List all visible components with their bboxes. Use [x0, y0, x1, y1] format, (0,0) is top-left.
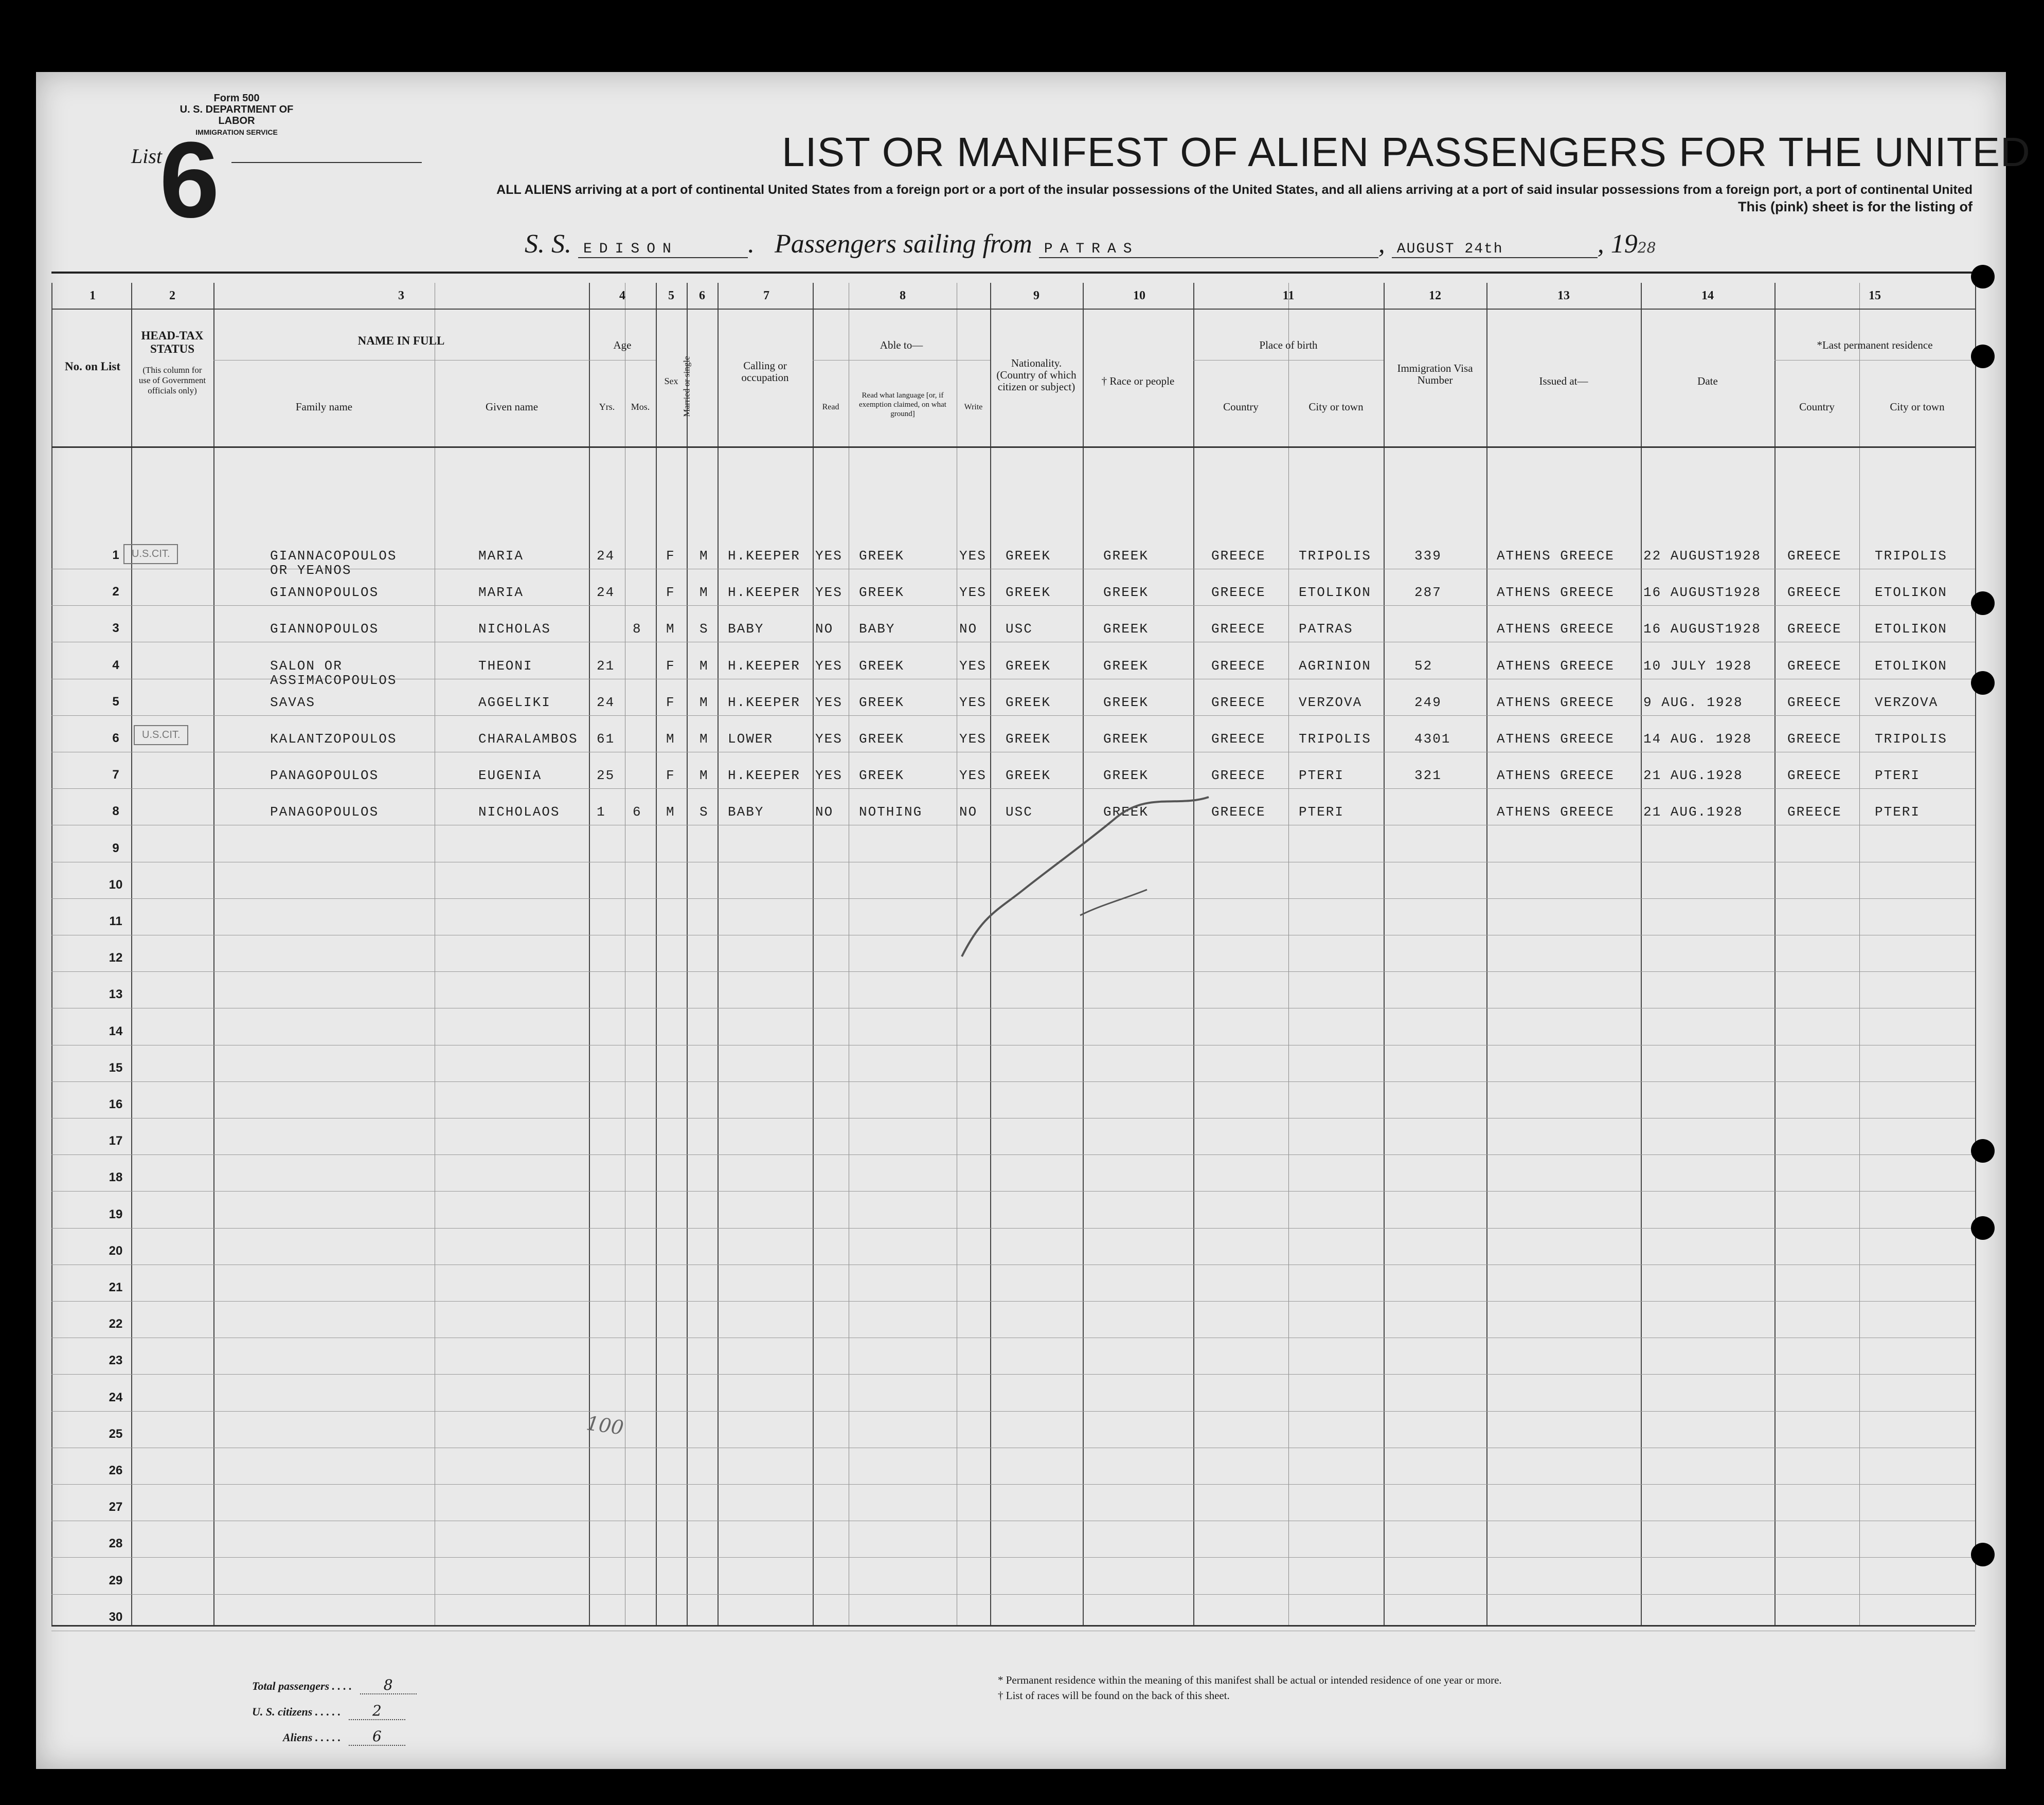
cell-res-city: ETOLIKON [1875, 658, 1947, 674]
header-name-in-full: NAME IN FULL [357, 334, 445, 347]
cell-write: YES [959, 658, 987, 674]
col-number: 11 [1282, 289, 1295, 302]
cell-issued-at: ATHENS GREECE [1497, 731, 1615, 747]
cell-date: 14 AUG. 1928 [1643, 731, 1752, 747]
row-number: 3 [112, 621, 119, 636]
cell-issued-at: ATHENS GREECE [1497, 768, 1615, 784]
cell-read: YES [815, 768, 842, 784]
cell-res-city: TRIPOLIS [1875, 731, 1947, 747]
cell-visa: 339 [1414, 548, 1442, 564]
footnote-residence: * Permanent residence within the meaning of this manifest shall be actual or intended residence of one year or more. [998, 1674, 1502, 1686]
cell-yrs: 24 [597, 694, 615, 710]
form-number: Form 500 [213, 93, 260, 104]
row-rule [51, 1154, 1975, 1155]
row-number: 22 [109, 1317, 123, 1331]
cell-family: GIANNOPOULOS [270, 621, 379, 637]
cell-res-country: GREECE [1787, 621, 1842, 637]
col-number: 15 [1869, 289, 1881, 302]
cell-family: SAVAS [270, 694, 316, 710]
cell-read: YES [815, 694, 842, 710]
cell-nationality: GREEK [1006, 548, 1051, 564]
cell-res-country: GREECE [1787, 694, 1842, 710]
cell-given: EUGENIA [478, 768, 542, 784]
col-line [51, 283, 52, 1625]
row-number: 23 [109, 1353, 123, 1368]
cell-married: M [700, 548, 709, 564]
cell-birth-country: GREECE [1211, 548, 1266, 564]
col-line [1288, 283, 1289, 1625]
cell-res-country: GREECE [1787, 768, 1842, 784]
cell-sex: F [666, 658, 675, 674]
col-number: 2 [169, 289, 175, 302]
cell-write: NO [959, 804, 978, 820]
cell-family: KALANTZOPOULOS [270, 731, 397, 747]
page-title: LIST OR MANIFEST OF ALIEN PASSENGERS FOR THE UNITED [782, 129, 2031, 175]
cell-married: M [700, 731, 709, 747]
header-calling: Calling or occupation [741, 359, 789, 384]
total-passengers: Total passengers . . . . 8 [252, 1676, 417, 1694]
header-birth-country: Country [1223, 401, 1259, 413]
cell-calling: H.KEEPER [728, 658, 800, 674]
cell-married: M [700, 658, 709, 674]
header-read: Read [822, 403, 839, 411]
col-line [1384, 283, 1385, 1625]
header-place-of-birth: Place of birth [1259, 339, 1318, 351]
cell-race: GREEK [1103, 694, 1149, 710]
cell-read: NO [815, 621, 834, 637]
cell-mos: 6 [633, 804, 642, 820]
row-rule [51, 1301, 1975, 1302]
binder-hole [1971, 1543, 1995, 1566]
row-number: 7 [112, 768, 119, 782]
cell-res-country: GREECE [1787, 585, 1842, 601]
cell-given: MARIA [478, 548, 524, 564]
header-no-on-list: No. on List [65, 360, 120, 373]
cell-family: SALON OR [270, 658, 343, 674]
row-rule [51, 1557, 1975, 1558]
cell-date: 21 AUG.1928 [1643, 804, 1743, 820]
service-name: IMMIGRATION SERVICE [195, 128, 278, 136]
col-number: 4 [619, 289, 625, 302]
cell-birth-city: AGRINION [1299, 658, 1371, 674]
sailing-label: Passengers sailing from [775, 229, 1032, 259]
cell-birth-city: PATRAS [1299, 621, 1353, 637]
col-number: 13 [1557, 289, 1570, 302]
cell-visa: 52 [1414, 658, 1433, 674]
binder-hole [1971, 591, 1995, 615]
row-number: 15 [109, 1060, 123, 1075]
cell-race: GREEK [1103, 658, 1149, 674]
header-yrs: Yrs. [599, 402, 615, 412]
header-married: Married or single [682, 356, 692, 417]
row-number: 12 [109, 951, 123, 965]
cell-read: YES [815, 731, 842, 747]
cell-birth-city: TRIPOLIS [1299, 731, 1371, 747]
total-passengers-label: Total passengers [252, 1680, 330, 1692]
cell-sex: M [666, 621, 675, 637]
cell-nationality: GREEK [1006, 731, 1051, 747]
cell-given: MARIA [478, 585, 524, 601]
binder-hole [1971, 1216, 1995, 1240]
cell-nationality: GREEK [1006, 658, 1051, 674]
year-suffix: 28 [1637, 239, 1656, 256]
col-number: 1 [89, 289, 96, 302]
cell-race: GREEK [1103, 585, 1149, 601]
cell-visa: 249 [1414, 694, 1442, 710]
cell-given: NICHOLAOS [478, 804, 560, 820]
col-number: 3 [398, 289, 404, 302]
row-rule [51, 1191, 1975, 1192]
cell-issued-at: ATHENS GREECE [1497, 621, 1615, 637]
col-line [656, 283, 657, 1625]
us-citizens-total: U. S. citizens . . . . . 2 [252, 1702, 405, 1720]
row-rule [51, 715, 1975, 716]
row-number: 10 [109, 877, 123, 892]
cell-birth-country: GREECE [1211, 804, 1266, 820]
cell-married: S [700, 621, 709, 637]
header-issued-at: Issued at— [1539, 375, 1588, 387]
row-number: 30 [109, 1610, 123, 1624]
departure-port: PATRAS [1039, 241, 1378, 258]
cell-issued-at: ATHENS GREECE [1497, 548, 1615, 564]
col-line [1859, 283, 1860, 1625]
cell-birth-country: GREECE [1211, 585, 1266, 601]
us-citizens-label: U. S. citizens [252, 1705, 313, 1718]
row-number: 13 [109, 987, 123, 1002]
cell-calling: BABY [728, 804, 764, 820]
cell-language: BABY [859, 621, 895, 637]
cell-language: GREEK [859, 731, 905, 747]
cell-language: GREEK [859, 658, 905, 674]
col-number: 6 [699, 289, 705, 302]
department-name: U. S. DEPARTMENT OF LABOR [180, 104, 294, 127]
cell-yrs: 25 [597, 768, 615, 784]
cell-res-country: GREECE [1787, 731, 1842, 747]
cell-res-country: GREECE [1787, 548, 1842, 564]
cell-birth-city: PTERI [1299, 804, 1344, 820]
cell-write: YES [959, 731, 987, 747]
cell-issued-at: ATHENS GREECE [1497, 585, 1615, 601]
cell-nationality: USC [1006, 621, 1033, 637]
cell-date: 21 AUG.1928 [1643, 768, 1743, 784]
row-number: 20 [109, 1243, 123, 1258]
cell-calling: H.KEEPER [728, 585, 800, 601]
cell-birth-city: VERZOVA [1299, 694, 1362, 710]
cell-birth-country: GREECE [1211, 731, 1266, 747]
cell-write: NO [959, 621, 978, 637]
footer-rule [51, 1625, 1975, 1627]
row-number: 5 [112, 694, 119, 709]
cell-read: YES [815, 548, 842, 564]
total-passengers-value: 8 [360, 1676, 417, 1694]
cell-read: YES [815, 658, 842, 674]
header-bottom-rule [51, 446, 1975, 448]
cell-read: NO [815, 804, 834, 820]
col-number: 5 [668, 289, 674, 302]
cell-language: GREEK [859, 548, 905, 564]
cell-birth-country: GREECE [1211, 658, 1266, 674]
cell-issued-at: ATHENS GREECE [1497, 658, 1615, 674]
cell-birth-city: ETOLIKON [1299, 585, 1371, 601]
cell-date: 9 AUG. 1928 [1643, 694, 1743, 710]
aliens-total: Aliens . . . . . 6 [283, 1728, 405, 1746]
cell-language: GREEK [859, 585, 905, 601]
row-rule [51, 1228, 1975, 1229]
cell-calling: BABY [728, 621, 764, 637]
cell-family: GIANNACOPOULOS [270, 548, 397, 564]
cell-birth-city: PTERI [1299, 768, 1344, 784]
cell-race: GREEK [1103, 731, 1149, 747]
cell-sex: F [666, 548, 675, 564]
row-number: 9 [112, 841, 119, 855]
cell-visa: 321 [1414, 768, 1442, 784]
cell-birth-country: GREECE [1211, 621, 1266, 637]
cell-res-country: GREECE [1787, 658, 1842, 674]
cell-res-city: TRIPOLIS [1875, 548, 1947, 564]
cell-visa: 4301 [1414, 731, 1451, 747]
header-res-country: Country [1799, 401, 1835, 413]
header-write: Write [964, 403, 983, 411]
cell-sex: F [666, 694, 675, 710]
col-line [1486, 283, 1487, 1625]
header-date: Date [1697, 375, 1718, 387]
cell-birth-country: GREECE [1211, 694, 1266, 710]
sailing-date: AUGUST 24th [1392, 241, 1598, 258]
cell-race: GREEK [1103, 768, 1149, 784]
row-number: 21 [109, 1280, 123, 1294]
cell-write: YES [959, 768, 987, 784]
cell-res-city: PTERI [1875, 804, 1921, 820]
cell-res-city: PTERI [1875, 768, 1921, 784]
binder-hole [1971, 265, 1995, 288]
header-res-city: City or town [1890, 401, 1945, 413]
cell-yrs: 61 [597, 731, 615, 747]
cell-language: GREEK [859, 768, 905, 784]
cell-married: M [700, 585, 709, 601]
cell-date: 22 AUGUST1928 [1643, 548, 1761, 564]
cell-family: PANAGOPOULOS [270, 804, 379, 820]
cell-write: YES [959, 548, 987, 564]
cell-calling: H.KEEPER [728, 548, 800, 564]
cell-sex: M [666, 804, 675, 820]
intro-line-2: This (pink) sheet is for the listing of [1737, 199, 1973, 214]
cell-date: 16 AUGUST1928 [1643, 585, 1761, 601]
row-number: 24 [109, 1390, 123, 1404]
cell-write: YES [959, 585, 987, 601]
ss-label: S. S. [525, 229, 571, 259]
header-rule [51, 272, 1975, 274]
margin-number: 100 [585, 1412, 625, 1439]
col-line [1975, 283, 1976, 1625]
aliens-value: 6 [349, 1728, 405, 1746]
cell-issued-at: ATHENS GREECE [1497, 804, 1615, 820]
col-number: 9 [1033, 289, 1039, 302]
cell-language: GREEK [859, 694, 905, 710]
cell-family-alt: OR YEANOS [270, 563, 352, 578]
cell-calling: H.KEEPER [728, 768, 800, 784]
list-label: List [131, 145, 163, 168]
row-rule [51, 1594, 1975, 1595]
row-number: 4 [112, 658, 119, 672]
footnote-races: † List of races will be found on the back of this sheet. [998, 1689, 1230, 1702]
cell-yrs: 1 [597, 804, 606, 820]
cell-nationality: GREEK [1006, 694, 1051, 710]
cell-family: PANAGOPOULOS [270, 768, 379, 784]
row-rule [51, 1411, 1975, 1412]
row-number: 16 [109, 1097, 123, 1111]
header-given-name: Given name [485, 401, 539, 413]
cell-sex: F [666, 768, 675, 784]
cell-race: GREEK [1103, 804, 1149, 820]
row-rule [51, 1374, 1975, 1375]
row-number: 17 [109, 1134, 123, 1148]
header-read-language: Read what language [or, if exemption claimed, on what ground] [859, 391, 946, 418]
col-number: 8 [900, 289, 906, 302]
col-number: 7 [763, 289, 769, 302]
header-age: Age [613, 339, 632, 351]
cell-sex: M [666, 731, 675, 747]
row-rule [51, 1484, 1975, 1485]
row-number: 2 [112, 585, 119, 599]
header-visa: Immigration Visa Number [1397, 362, 1473, 386]
cell-nationality: USC [1006, 804, 1033, 820]
manifest-sheet [36, 72, 2031, 1769]
row-number: 26 [109, 1464, 123, 1477]
row-rule [51, 605, 1975, 606]
voyage-line: S. S. EDISON . Passengers sailing from PATRAS , AUGUST 24th , 1928 [525, 229, 1656, 259]
header-last-residence: *Last permanent residence [1817, 339, 1933, 351]
cell-date: 16 AUGUST1928 [1643, 621, 1761, 637]
cell-res-city: ETOLIKON [1875, 621, 1947, 637]
cell-family: GIANNOPOULOS [270, 585, 379, 601]
cell-yrs: 21 [597, 658, 615, 674]
intro-line-1: ALL ALIENS arriving at a port of continental United States from a foreign port or a port of the insular possessions of the United States, and all aliens arriving at a port of said insular possessions from a foreign port, a port of continental United [496, 183, 1973, 197]
cell-calling: LOWER [728, 731, 774, 747]
row-number: 11 [109, 914, 122, 928]
list-line [231, 162, 422, 163]
us-citizen-stamp: U.S.CIT. [134, 725, 188, 745]
row-number: 29 [109, 1573, 123, 1587]
year-prefix: 19 [1610, 229, 1638, 259]
col-line [687, 283, 688, 1625]
cell-res-country: GREECE [1787, 804, 1842, 820]
row-rule [51, 1081, 1975, 1082]
row-number: 27 [109, 1500, 123, 1514]
col-number: 14 [1701, 289, 1714, 302]
row-number: 14 [109, 1024, 123, 1038]
col-number: 12 [1429, 289, 1441, 302]
cell-married: M [700, 768, 709, 784]
col-number: 10 [1133, 289, 1145, 302]
ship-name: EDISON [578, 241, 748, 258]
cell-res-city: VERZOVA [1875, 694, 1939, 710]
col-line [718, 283, 719, 1625]
cell-sex: F [666, 585, 675, 601]
cell-visa: 287 [1414, 585, 1442, 601]
binder-hole [1971, 1139, 1995, 1163]
binder-hole [1971, 345, 1995, 368]
header-head-tax: HEAD-TAX STATUS [141, 329, 204, 355]
header-nationality: Nationality. (Country of which citizen or subject) [996, 357, 1077, 393]
handwritten-annotation [952, 787, 1240, 982]
header-head-tax-note: (This column for use of Government officials only) [138, 365, 206, 395]
header-able-to: Able to— [880, 339, 923, 351]
aliens-label: Aliens [283, 1731, 313, 1744]
cell-given: CHARALAMBOS [478, 731, 578, 747]
cell-calling: H.KEEPER [728, 694, 800, 710]
col-line [213, 283, 214, 1625]
header-sex: Sex [664, 376, 678, 386]
cell-language: NOTHING [859, 804, 923, 820]
cell-birth-city: TRIPOLIS [1299, 548, 1371, 564]
cell-married: M [700, 694, 709, 710]
header-family-name: Family name [295, 401, 353, 413]
cell-yrs: 24 [597, 548, 615, 564]
col-line [1641, 283, 1642, 1625]
us-citizens-value: 2 [349, 1702, 405, 1720]
us-citizen-stamp: U.S.CIT. [123, 544, 178, 564]
cell-given: AGGELIKI [478, 694, 551, 710]
row-number: 28 [109, 1537, 123, 1551]
cell-birth-country: GREECE [1211, 768, 1266, 784]
header-mos: Mos. [631, 402, 650, 412]
cell-read: YES [815, 585, 842, 601]
row-number: 18 [109, 1170, 123, 1185]
cell-given: THEONI [478, 658, 533, 674]
cell-write: YES [959, 694, 987, 710]
col-line [813, 283, 814, 1625]
cell-nationality: GREEK [1006, 585, 1051, 601]
cell-family-alt: ASSIMACOPOULOS [270, 672, 397, 688]
list-number: 6 [159, 119, 220, 240]
cell-given: NICHOLAS [478, 621, 551, 637]
row-number: 8 [112, 804, 119, 819]
cell-date: 10 JULY 1928 [1643, 658, 1752, 674]
cell-res-city: ETOLIKON [1875, 585, 1947, 601]
cell-mos: 8 [633, 621, 642, 637]
cell-married: S [700, 804, 709, 820]
cell-race: GREEK [1103, 621, 1149, 637]
col-line [1774, 283, 1776, 1625]
row-number: 25 [109, 1427, 123, 1441]
row-number: 6 [112, 731, 119, 745]
row-number: 1 [112, 548, 119, 562]
col-number-rule [51, 309, 1975, 310]
binder-hole [1971, 671, 1995, 695]
cell-nationality: GREEK [1006, 768, 1051, 784]
row-number: 19 [109, 1207, 123, 1221]
cell-issued-at: ATHENS GREECE [1497, 694, 1615, 710]
header-race: † Race or people [1101, 375, 1175, 387]
cell-yrs: 24 [597, 585, 615, 601]
header-birth-city: City or town [1308, 401, 1364, 413]
cell-race: GREEK [1103, 548, 1149, 564]
